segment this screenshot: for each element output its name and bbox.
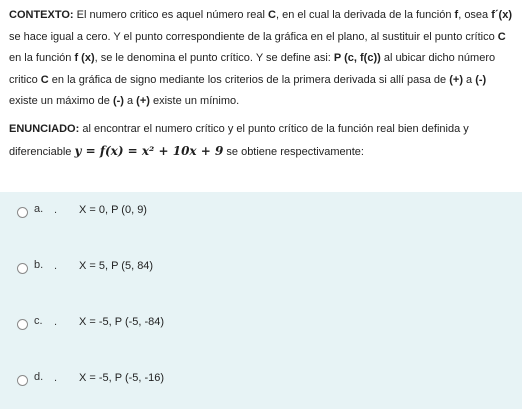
context-text: a <box>123 95 137 108</box>
statement-label: ENUNCIADO: <box>9 122 80 135</box>
option-c[interactable] <box>17 314 165 334</box>
option-letter: a. <box>34 203 44 215</box>
context-text: , en el cual la derivada de la función <box>275 9 455 21</box>
option-letter: c. <box>34 315 43 327</box>
context-bold: (-) <box>475 73 487 86</box>
statement-paragraph <box>9 119 514 163</box>
statement-text: al encontrar el numero crítico y el punto crítico de la función real bien definida y diferenciable <box>9 122 469 158</box>
option-b[interactable] <box>17 258 154 278</box>
context-text: , se le denomina el punto crítico. Y se define asi: <box>94 52 334 65</box>
context-text: El numero critico es aquel número real <box>73 9 269 21</box>
context-text: a <box>462 73 476 86</box>
option-text: X = 5, P (5, 84) <box>79 260 154 272</box>
context-bold: C <box>268 9 276 21</box>
radio-button[interactable] <box>17 375 28 386</box>
radio-button[interactable] <box>17 207 28 218</box>
context-text: existe un máximo de <box>9 95 113 108</box>
function-formula: y = f(x) = x² + 10x + 9 <box>74 143 224 158</box>
context-bold: C <box>497 30 506 43</box>
context-paragraph <box>9 5 514 113</box>
context-bold: (-) <box>112 95 124 108</box>
option-dot: . <box>54 316 58 328</box>
context-bold: f (x) <box>74 52 95 65</box>
context-text: en la gráfica de signo mediante los criterios de la primera derivada si allí pasa de <box>48 73 450 86</box>
context-text: al ubicar dicho número critico <box>9 52 496 86</box>
context-text: , osea <box>458 9 492 21</box>
option-letter: b. <box>34 259 44 271</box>
context-bold: (+) <box>136 95 150 108</box>
context-text: existe un mínimo. <box>149 95 240 108</box>
option-text: X = 0, P (0, 9) <box>79 204 147 216</box>
option-letter: d. <box>34 371 44 383</box>
context-text: en la función <box>9 52 75 65</box>
option-dot: . <box>54 372 58 384</box>
option-a[interactable] <box>17 202 147 222</box>
context-text: se hace igual a cero. Y el punto correspondiente de la gráfica en el plano, al sustituir el punto crítico <box>9 30 498 43</box>
context-bold: f´(x) <box>491 9 513 21</box>
radio-button[interactable] <box>17 319 28 330</box>
option-text: X = -5, P (-5, -84) <box>79 316 165 328</box>
statement-text: se obtiene respectivamente: <box>223 145 364 158</box>
context-bold: P (c, f(c)) <box>333 52 381 65</box>
question-text <box>0 0 522 192</box>
option-dot: . <box>54 204 58 216</box>
context-bold: (+) <box>449 73 463 86</box>
option-text: X = -5, P (-5, -16) <box>79 372 165 384</box>
option-d[interactable] <box>17 370 165 390</box>
context-bold: f <box>454 9 459 21</box>
context-bold: C <box>40 73 49 86</box>
option-dot: . <box>54 260 58 272</box>
radio-button[interactable] <box>17 263 28 274</box>
context-label: CONTEXTO: <box>9 9 74 21</box>
